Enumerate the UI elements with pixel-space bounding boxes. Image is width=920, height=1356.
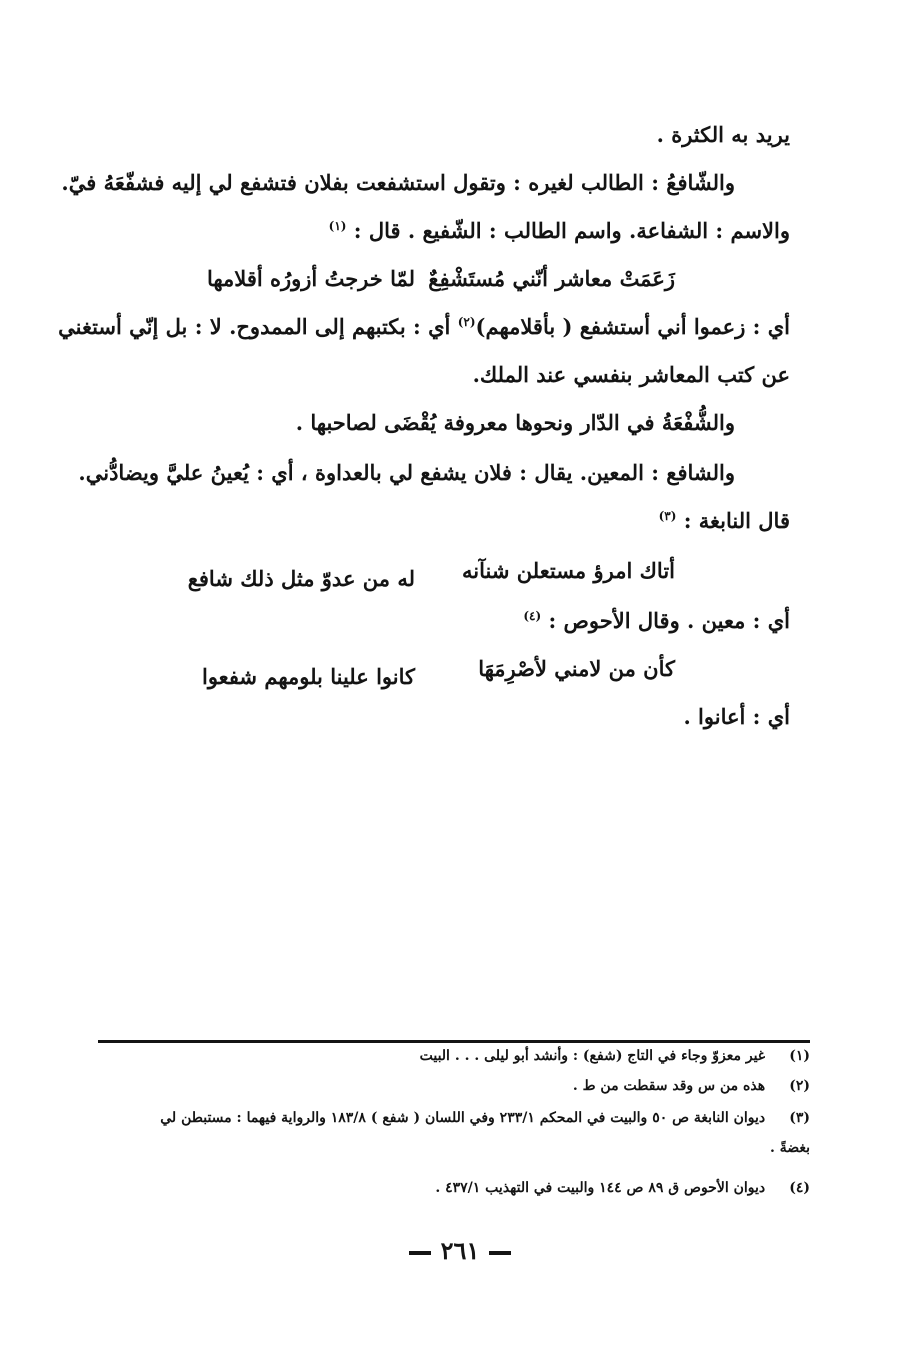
page-number-value: ٢٦١	[440, 1236, 480, 1265]
verse-3-first-hemistich: كأن من لامني لأصْرِمَهَا	[478, 656, 675, 681]
footnote-1	[110, 1044, 810, 1068]
footnote-3	[110, 1106, 810, 1130]
text-line-5	[58, 310, 790, 344]
footnote-ref-3: (٣)	[658, 509, 677, 523]
footnote-1-text: غير معزوّ وجاء في التاج (شفع) : وأنشد أبو ليلى . . . البيت	[419, 1048, 766, 1064]
text-line-5-part-b: أي : بكتبهم إلى الممدوح. لا : بل إنّي أستغني	[58, 314, 451, 339]
verse-2-second-hemistich: له من عدوّ مثل ذلك شافع	[187, 566, 415, 591]
text-line-1: يريد به الكثرة .	[656, 122, 790, 147]
text-line-11-main: أي : معين . وقال الأحوص :	[548, 608, 790, 633]
footnote-1-number: (١)	[789, 1048, 810, 1064]
text-line-2: والشّافعُ : الطالب لغيره : وتقول استشفعت بفلان فتشفع لي إليه فشفّعَهُ فيّ.	[61, 170, 735, 195]
text-line-13: أي : أعانوا .	[683, 704, 790, 729]
footnote-2-text: هذه من س وقد سقطت من ط .	[572, 1078, 766, 1094]
footnote-4-number: (٤)	[789, 1180, 810, 1196]
footnote-ref-1: (١)	[328, 219, 347, 233]
text-line-11	[100, 604, 790, 638]
text-line-9-main: قال النابغة :	[683, 508, 790, 533]
verse-3-second-hemistich: كانوا علينا بلومهم شفعوا	[202, 664, 415, 689]
text-line-3	[100, 214, 790, 248]
page-number-dash-left	[489, 1251, 511, 1255]
footnote-2-number: (٢)	[789, 1078, 810, 1094]
text-line-3-main: والاسم : الشفاعة. واسم الطالب : الشّفيع . قال :	[353, 218, 790, 243]
page-number-dash-right	[409, 1251, 431, 1255]
page-number	[0, 1236, 920, 1265]
text-line-5-part-a: أي : زعموا أني أستشفع ( بأقلامهم)	[475, 314, 790, 339]
footnote-ref-4: (٤)	[523, 609, 542, 623]
footnote-2	[110, 1074, 810, 1098]
verse-1-first-hemistich: زَعَمَتْ معاشر أنّني مُستَشْفِعٌ	[428, 266, 675, 291]
footnote-4-text: ديوان الأحوص ق ٨٩ ص ١٤٤ والبيت في التهذيب ٤٣٧/١ .	[435, 1180, 766, 1196]
text-line-8: والشافع : المعين. يقال : فلان يشفع لي بالعداوة ، أي : يُعينُ عليَّ ويضادُّني.	[78, 460, 735, 485]
footnote-ref-2: (٢)	[457, 315, 476, 329]
text-line-6: عن كتب المعاشر بنفسي عند الملك.	[472, 362, 790, 387]
footnote-3-continuation-text: بغضةً .	[769, 1140, 810, 1156]
footnote-separator	[98, 1040, 810, 1043]
verse-1-second-hemistich: لمّا خرجتُ أزورُه أقلامها	[206, 266, 415, 291]
footnote-3-text: ديوان النابغة ص ٥٠ والبيت في المحكم ٢٣٣/١ وفي اللسان ( شفع ) ١٨٣/٨ والرواية فيهما : مستبطن لي	[160, 1110, 766, 1126]
footnote-3-continuation	[105, 1136, 810, 1160]
footnote-4	[110, 1176, 810, 1200]
verse-2-first-hemistich: أتاك امرؤ مستعلن شنآنه	[462, 558, 675, 583]
text-line-9	[100, 504, 790, 538]
text-line-7: والشُّفْعَةُ في الدّار ونحوها معروفة يُقْضَى لصاحبها .	[295, 410, 735, 435]
footnote-3-number: (٣)	[789, 1110, 810, 1126]
